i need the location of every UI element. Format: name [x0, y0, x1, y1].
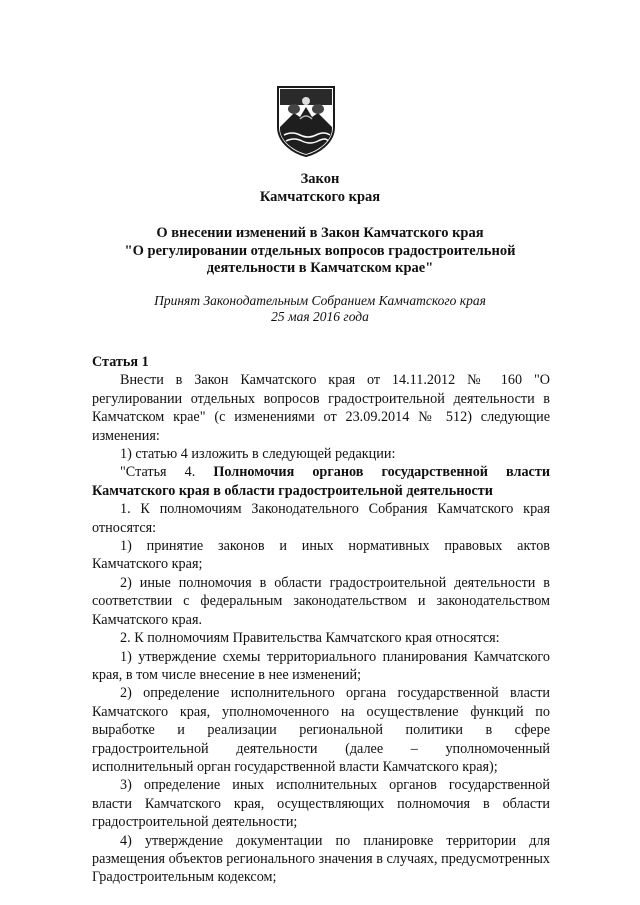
- article-heading: Статья 1: [92, 354, 149, 370]
- list-item: 1) утверждение схемы территориального планирования Камчатского края, в том числе внесение в нее изменений;: [92, 648, 550, 683]
- list-item: 2) иные полномочия в области градостроительной деятельности в соответствии с федеральным законодательством и законодательством Камчатского края.: [92, 574, 550, 628]
- list-item: 3) определение иных исполнительных органов государственной власти Камчатского края, осуществляющих полномочия в области градостроительной деятельности;: [92, 777, 550, 831]
- quoted-article-title: Полномочия органов государственной власти Камчатского края в области градостроительной деятельности: [92, 464, 551, 499]
- adoption-note: Принят Законодательным Собранием Камчатского края: [154, 293, 486, 308]
- list-item: 2) определение исполнительного органа государственной власти Камчатского края, уполномоченного на осуществление функций по выработке и реализации региональной политики в сфере градостроительной деятельности (далее – уполномоченный исполнительный орган государственной власти Камчатского края);: [92, 685, 550, 775]
- quoted-article-prefix: "Статья 4.: [120, 464, 214, 481]
- law-subject-line-2: "О регулировании отдельных вопросов градостроительной: [124, 243, 516, 259]
- list-item: 2. К полномочиям Правительства Камчатского края относятся:: [120, 630, 500, 647]
- quoted-article-heading: [92, 463, 550, 500]
- coat-of-arms-icon: [274, 83, 338, 157]
- law-subject-line-3: деятельности в Камчатском крае": [206, 260, 434, 276]
- law-subject-line-1: О внесении изменений в Закон Камчатского края: [156, 225, 484, 241]
- list-item: 4) утверждение документации по планировке территории для размещения объектов регионального значения в случаях, предусмотренных Градостроительным кодексом;: [92, 832, 550, 886]
- article-paragraph: Внести в Закон Камчатского края от 14.11.2012 № 160 "О регулировании отдельных вопросов градостроительной деятельности в Камчатском крае" (с изменениями от 23.09.2014 № 512) следующие изменения:: [92, 372, 550, 444]
- list-item: 1) принятие законов и иных нормативных правовых актов Камчатского края;: [92, 538, 550, 573]
- law-region: Камчатского края: [259, 189, 381, 205]
- article-body: [92, 353, 550, 887]
- list-item: 1. К полномочиям Законодательного Собрания Камчатского края относятся:: [92, 501, 550, 536]
- article-paragraph: 1) статью 4 изложить в следующей редакции:: [120, 446, 396, 463]
- adoption-date: 25 мая 2016 года: [271, 309, 369, 324]
- law-title: Закон: [300, 171, 340, 187]
